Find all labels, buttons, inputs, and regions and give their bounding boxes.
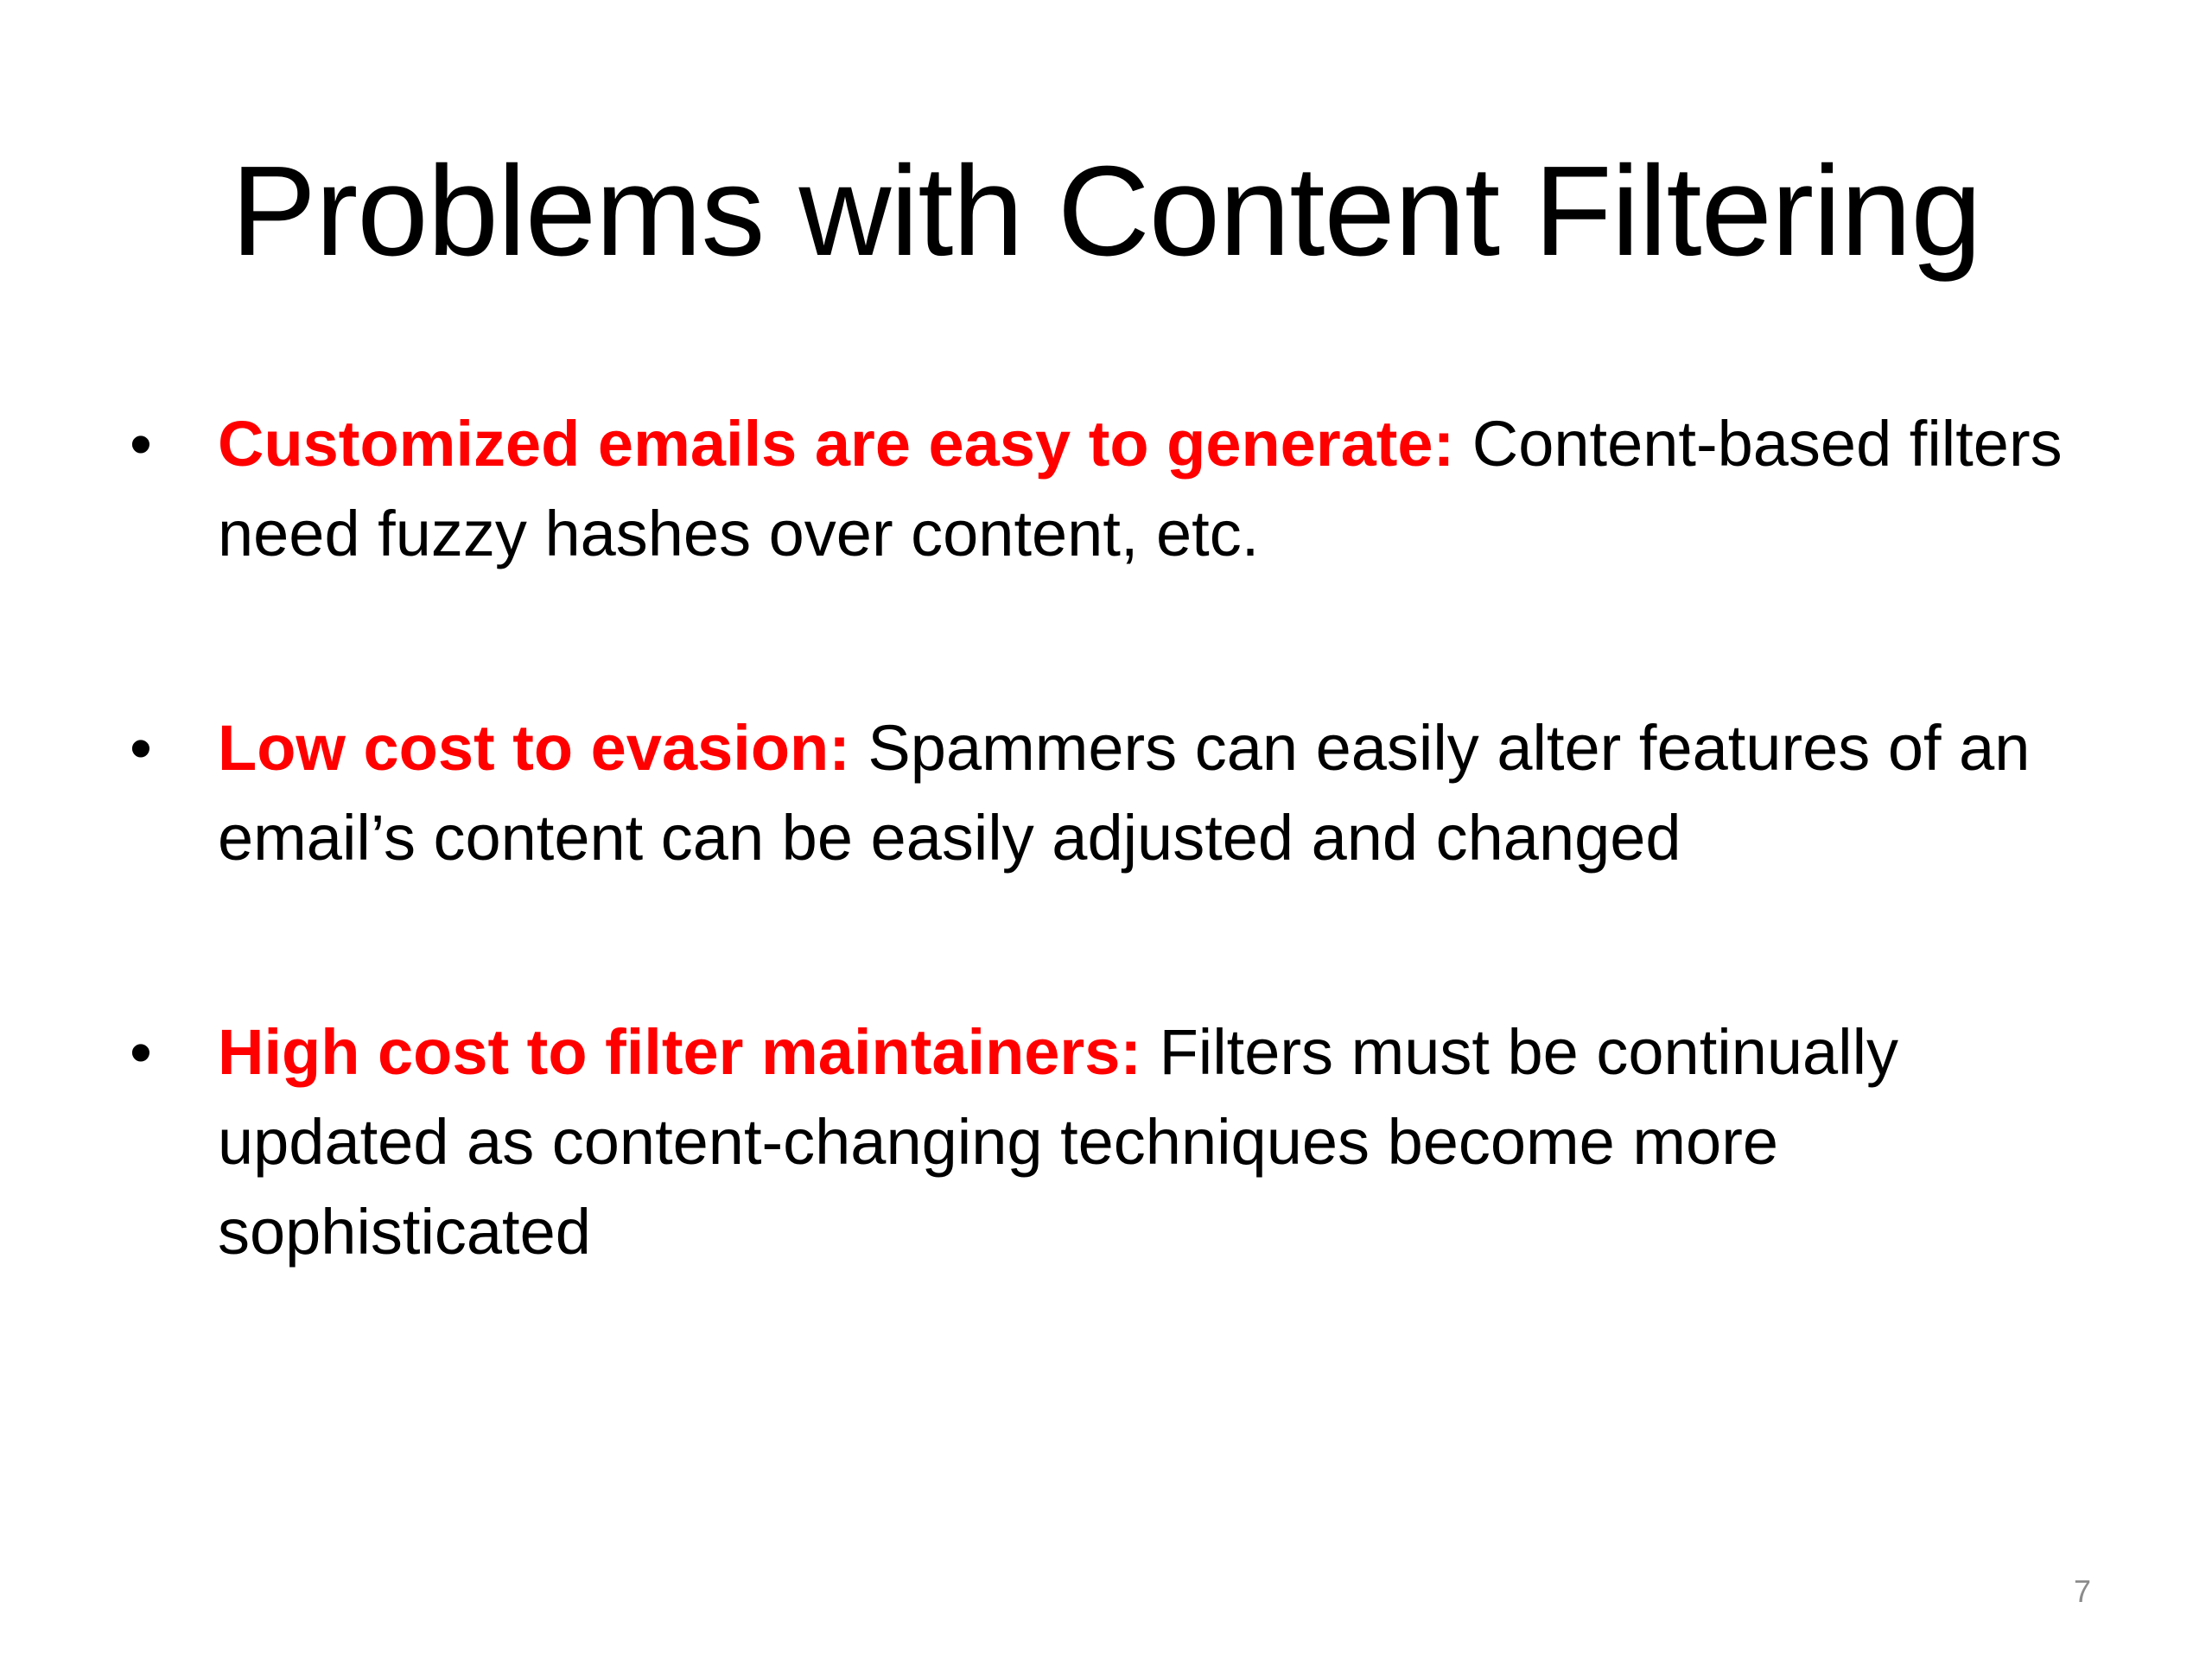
bullet-dot-icon: • [130,408,152,480]
bullet-dot-icon: • [130,712,152,784]
slide-title: Problems with Content Filtering [231,140,1981,283]
bullet-lead: High cost to filter maintainers: [218,1016,1142,1088]
bullet-text: Content-based filters need fuzzy hashes over content, etc. [218,408,2063,569]
bullet-item-high-cost-maintainers [130,1007,2117,1277]
slide-number: 7 [2073,1573,2091,1609]
bullet-lead: Low cost to evasion: [218,712,850,784]
bullet-item-low-cost-evasion [130,703,2117,883]
bullet-text: Spammers can easily alter features of an email’s content can be easily adjusted and changed [218,712,2031,874]
bullet-dot-icon: • [130,1016,152,1088]
bullet-item-customized-emails [130,399,2117,579]
bullet-list [130,399,2117,1402]
bullet-text: Filters must be continually updated as content-changing techniques become more sophisticated [218,1016,1899,1268]
bullet-lead: Customized emails are easy to generate: [218,408,1455,480]
